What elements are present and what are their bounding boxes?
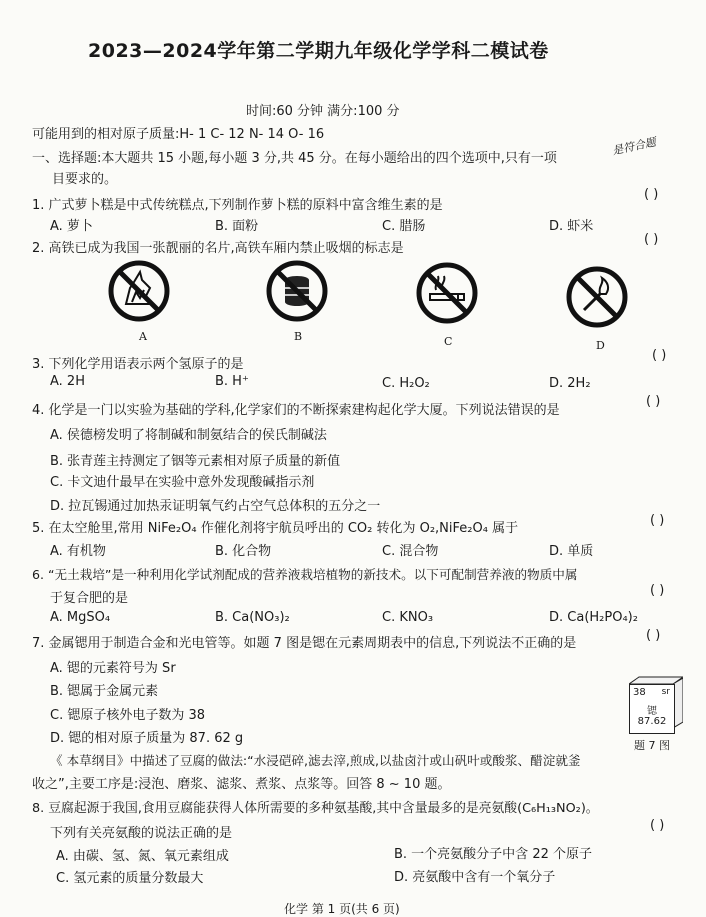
q5-option-a[interactable]: A. 有机物 <box>50 544 106 559</box>
q5-option-d[interactable]: D. 单质 <box>549 544 594 559</box>
q5-option-c[interactable]: C. 混合物 <box>382 544 439 559</box>
q7-option-c[interactable]: C. 锶原子核外电子数为 38 <box>50 708 206 723</box>
figure-7-caption: 题 7 图 <box>634 739 670 752</box>
element-symbol: sr <box>661 687 670 697</box>
q2-label-a: A <box>139 330 147 343</box>
q8-stem: 8. 豆腐起源于我国,食用豆腐能获得人体所需要的多种氨基酸,其中含量最多的是亮氨酸(C₆H₁₃NO₂)。 <box>32 801 599 816</box>
q6-option-d[interactable]: D. Ca(H₂PO₄)₂ <box>549 610 638 625</box>
q7-stem: 7. 金属锶用于制造合金和光电管等。如题 7 图是锶在元素周期表中的信息,下列说法不正确的是 <box>32 636 577 651</box>
q1-option-b[interactable]: B. 面粉 <box>215 219 259 234</box>
q8-option-b[interactable]: B. 一个亮氨酸分子中含 22 个原子 <box>394 847 592 862</box>
atomic-mass-line: 可能用到的相对原子质量:H- 1 C- 12 N- 14 O- 16 <box>32 127 325 142</box>
q6-stem: 6. “无土栽培”是一种利用化学试剂配成的营养液栽培植物的新技术。以下可配制营养液的物质中属 <box>32 567 578 582</box>
q2-stem: 2. 高铁已成为我国一张靓丽的名片,高铁车厢内禁止吸烟的标志是 <box>32 241 404 256</box>
section-heading-tail: 是符合题 <box>611 135 657 158</box>
section-heading: 一、选择题:本大题共 15 小题,每小题 3 分,共 45 分。在每小题给出的四个选项中,只有一项 <box>32 151 557 166</box>
q1-answer-paren[interactable]: ( ) <box>644 187 659 202</box>
q3-stem: 3. 下列化学用语表示两个氢原子的是 <box>32 357 244 372</box>
q3-answer-paren[interactable]: ( ) <box>652 348 667 363</box>
q2-sign-a-no-fire-icon[interactable] <box>106 258 172 324</box>
q4-option-c[interactable]: C. 卡文迪什最早在实验中意外发现酸碱指示剂 <box>50 475 315 490</box>
q3-option-b[interactable]: B. H⁺ <box>215 374 249 389</box>
element-name: 锶 <box>647 706 657 717</box>
q3-option-c[interactable]: C. H₂O₂ <box>382 376 430 391</box>
q4-option-d[interactable]: D. 拉瓦锡通过加热汞证明氧气约占空气总体积的五分之一 <box>50 499 381 514</box>
q5-option-b[interactable]: B. 化合物 <box>215 544 272 559</box>
q8-option-d[interactable]: D. 亮氨酸中含有一个氧分子 <box>394 870 556 885</box>
q6-answer-paren[interactable]: ( ) <box>650 583 665 598</box>
q8-option-a[interactable]: A. 由碳、氢、氮、氧元素组成 <box>56 849 229 864</box>
q2-label-b: B <box>294 330 303 343</box>
q8-option-c[interactable]: C. 氢元素的质量分数最大 <box>56 871 204 886</box>
q4-stem: 4. 化学是一门以实验为基础的学科,化学家们的不断探索建构起化学大厦。下列说法错误的是 <box>32 403 560 418</box>
q1-option-c[interactable]: C. 腊肠 <box>382 219 426 234</box>
q7-option-b[interactable]: B. 锶属于金属元素 <box>50 684 159 699</box>
q8-stem-line2: 下列有关亮氨酸的说法正确的是 <box>50 826 233 841</box>
q4-answer-paren[interactable]: ( ) <box>646 394 661 409</box>
exam-time: 时间:60 分钟 满分:100 分 <box>246 104 400 119</box>
q1-option-d[interactable]: D. 虾米 <box>549 219 594 234</box>
element-number: 38 <box>633 687 646 698</box>
exam-title: 2023—2024学年第二学期九年级化学学科二模试卷 <box>88 40 549 62</box>
q2-label-d: D <box>596 339 605 352</box>
q6-option-c[interactable]: C. KNO₃ <box>382 610 434 625</box>
q7-option-d[interactable]: D. 锶的相对原子质量为 87. 62 g <box>50 731 244 746</box>
q1-stem: 1. 广式萝卜糕是中式传统糕点,下列制作萝卜糕的原料中富含维生素的是 <box>32 198 443 213</box>
q1-option-a[interactable]: A. 萝卜 <box>50 219 93 234</box>
q8-answer-paren[interactable]: ( ) <box>650 818 665 833</box>
q2-sign-b-no-fuel-icon[interactable] <box>264 258 330 324</box>
q7-answer-paren[interactable]: ( ) <box>646 628 661 643</box>
passage-line1: 《 本草纲目》中描述了豆腐的做法:“水浸硙碎,滤去滓,煎成,以盐卤汁或山矾叶或酸浆、醋淀就釜 <box>50 753 581 768</box>
q2-sign-c-no-smoking-icon[interactable] <box>414 260 480 326</box>
q2-sign-d-no-open-flame-icon[interactable] <box>564 264 630 330</box>
section-heading-line2: 目要求的。 <box>52 172 118 187</box>
q6-option-b[interactable]: B. Ca(NO₃)₂ <box>215 610 290 625</box>
q5-answer-paren[interactable]: ( ) <box>650 513 665 528</box>
page-footer: 化学 第 1 页(共 6 页) <box>284 902 400 916</box>
q6-stem-line2: 于复合肥的是 <box>50 591 129 606</box>
q3-option-d[interactable]: D. 2H₂ <box>549 376 591 391</box>
q4-option-a[interactable]: A. 侯德榜发明了将制碱和制氨结合的侯氏制碱法 <box>50 428 327 443</box>
q5-stem: 5. 在太空舱里,常用 NiFe₂O₄ 作催化剂将宇航员呼出的 CO₂ 转化为 O₂,NiFe₂O₄ 属于 <box>32 521 519 536</box>
q6-option-a[interactable]: A. MgSO₄ <box>50 610 111 625</box>
q2-label-c: C <box>444 335 453 348</box>
q4-option-b[interactable]: B. 张青莲主持测定了铟等元素相对原子质量的新值 <box>50 454 341 469</box>
q2-answer-paren[interactable]: ( ) <box>644 232 659 247</box>
element-cell-strontium <box>629 684 675 734</box>
q7-option-a[interactable]: A. 锶的元素符号为 Sr <box>50 661 176 676</box>
passage-line2: 收之”,主要工序是:浸泡、磨浆、滤浆、煮浆、点浆等。回答 8 ~ 10 题。 <box>32 777 451 792</box>
q3-option-a[interactable]: A. 2H <box>50 374 85 389</box>
element-mass: 87.62 <box>637 716 667 727</box>
